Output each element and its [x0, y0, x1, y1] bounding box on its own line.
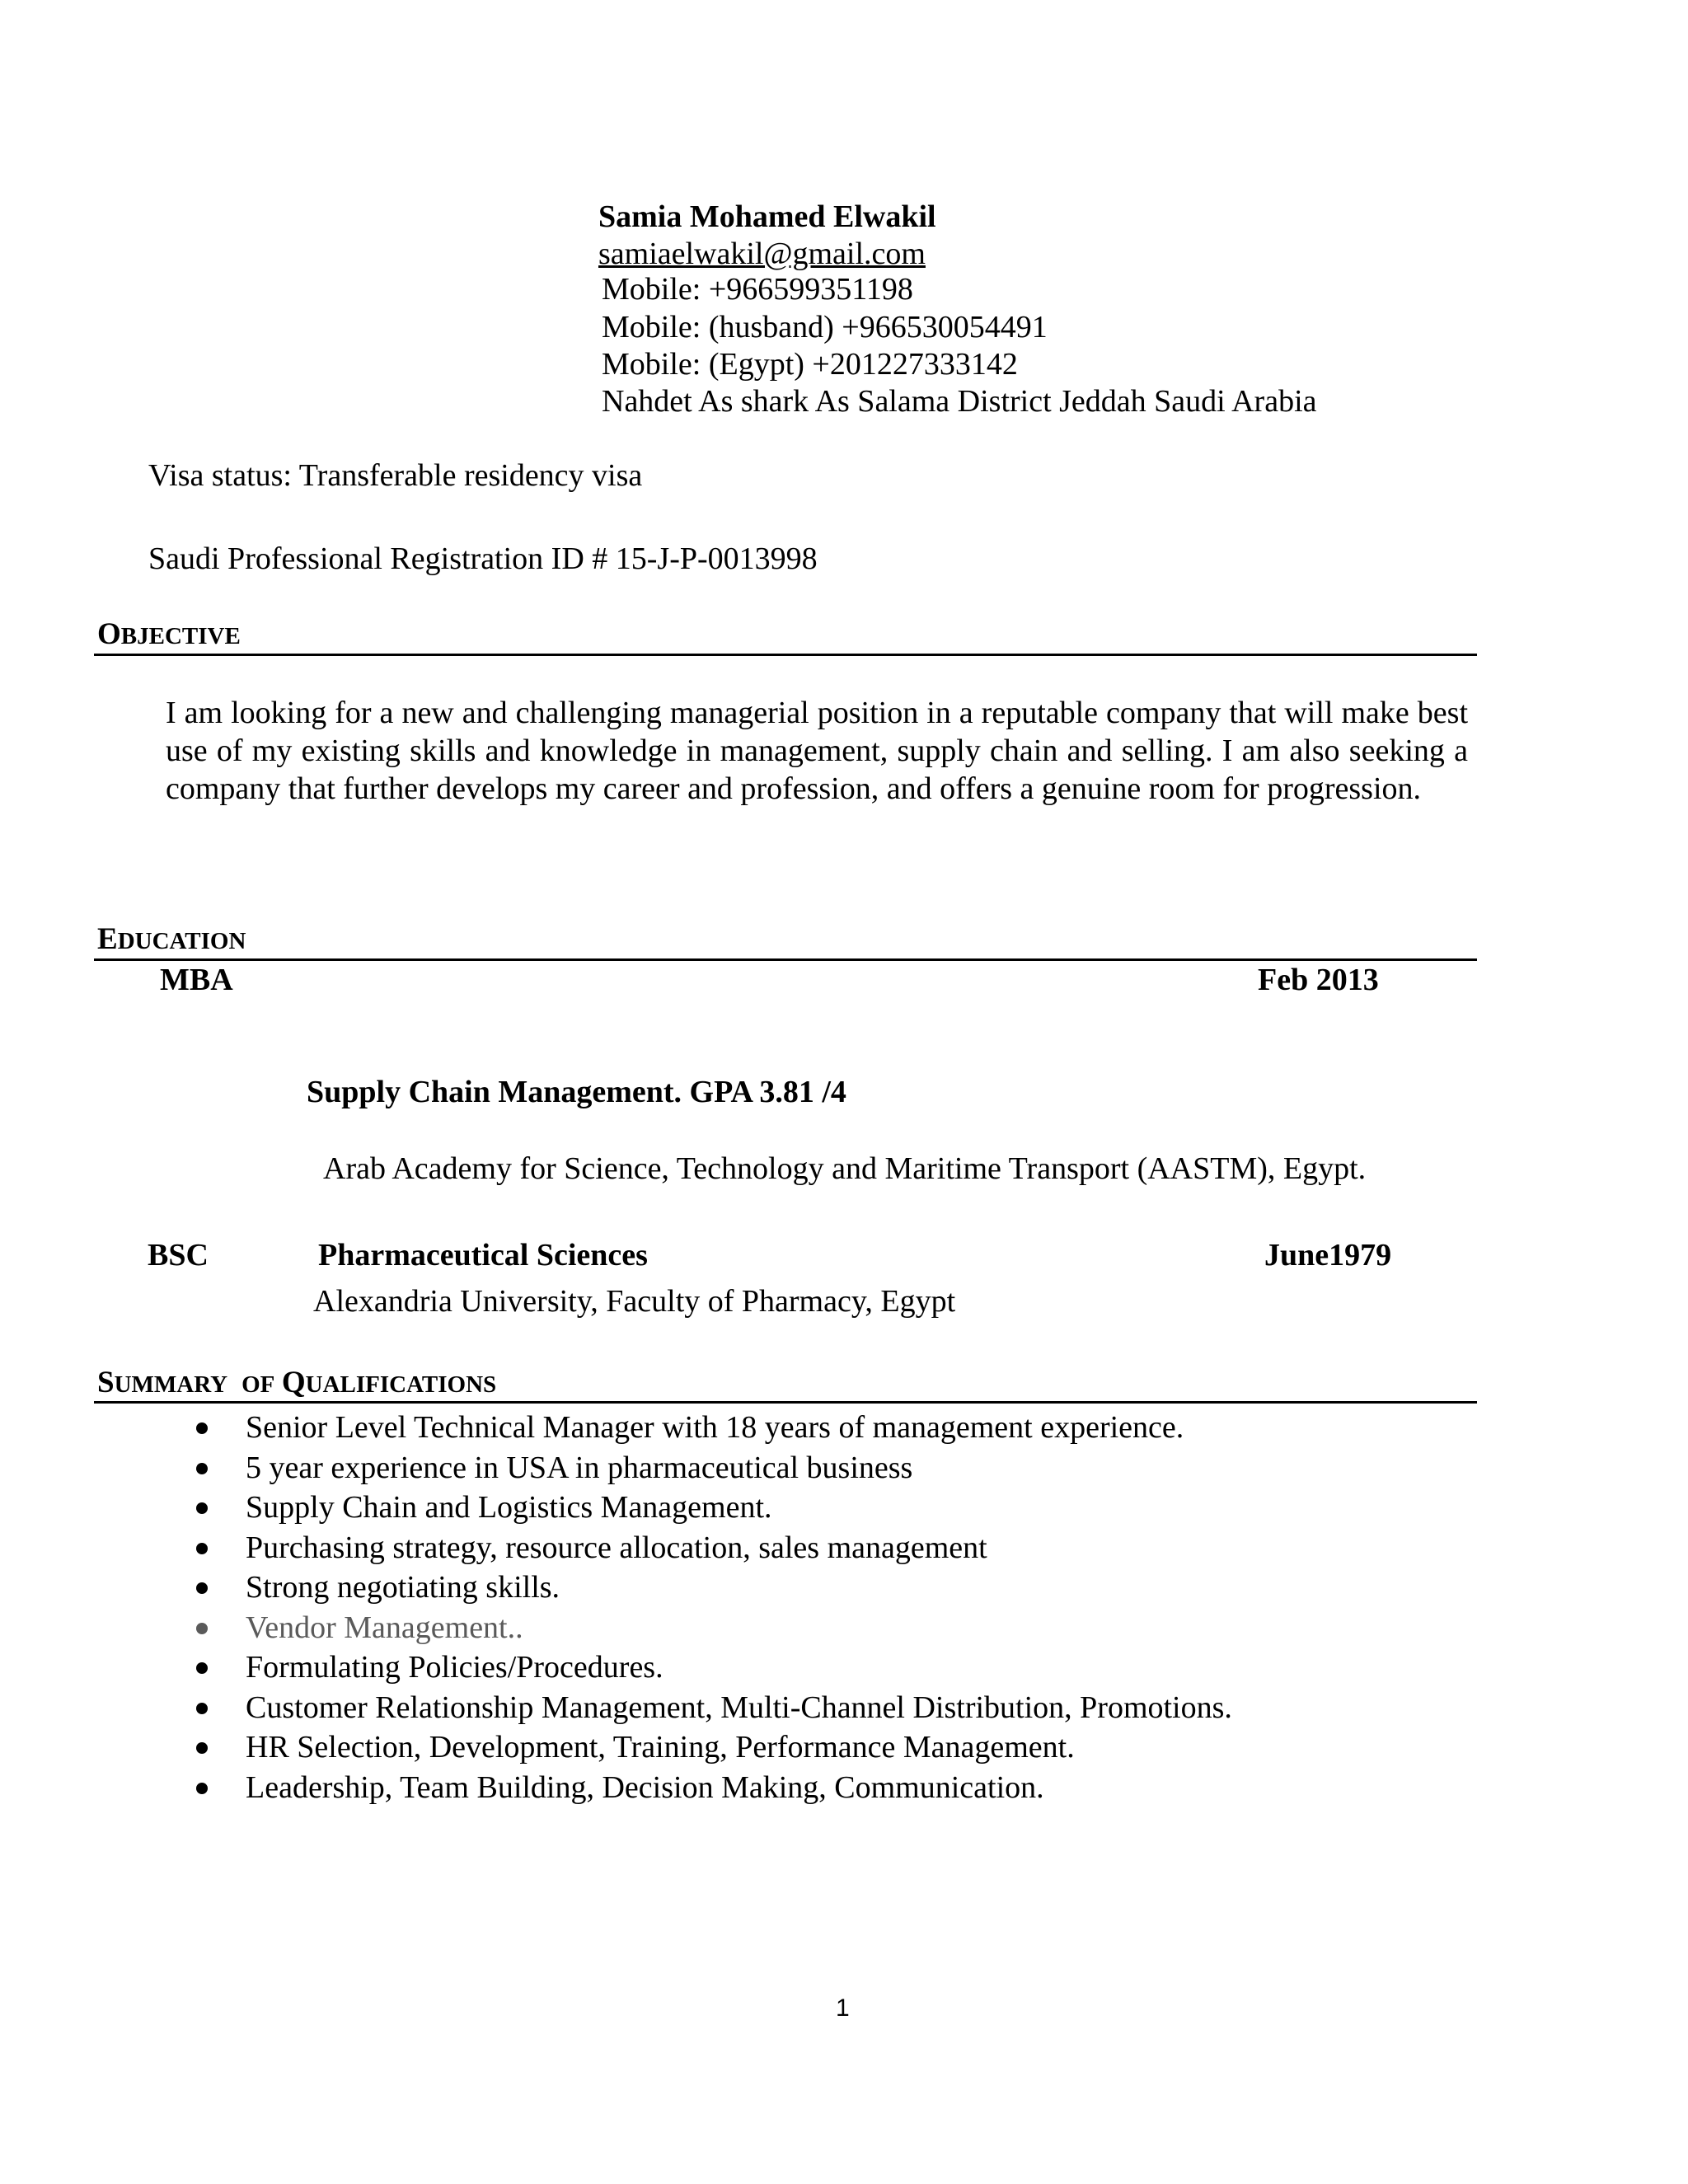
- husband-mobile-number: Mobile: (husband) +966530054491: [602, 310, 1048, 344]
- list-item: Leadership, Team Building, Decision Making, Communication.: [188, 1768, 1232, 1808]
- bullet-icon: [196, 1463, 208, 1474]
- bullet-icon: [196, 1543, 208, 1554]
- bsc-degree: BSC: [148, 1238, 209, 1272]
- list-item: HR Selection, Development, Training, Performance Management.: [188, 1727, 1232, 1768]
- list-item: Customer Relationship Management, Multi-Channel Distribution, Promotions.: [188, 1688, 1232, 1728]
- objective-divider: [94, 654, 1477, 656]
- bullet-icon: [196, 1623, 208, 1634]
- qualifications-heading: SUMMARY OF QUALIFICATIONS: [97, 1366, 497, 1399]
- objective-text: I am looking for a new and challenging managerial position in a reputable company that will make best use of my existing skills and knowledge in management, supply chain and selling. I am also seeking a company that further develops my career and profession, and offers a genuine room for progression.: [166, 696, 1468, 806]
- bullet-icon: [196, 1703, 208, 1714]
- qualifications-divider: [94, 1401, 1477, 1404]
- bullet-icon: [196, 1662, 208, 1674]
- list-item: Purchasing strategy, resource allocation, sales management: [188, 1528, 1232, 1568]
- bullet-icon: [196, 1742, 208, 1754]
- list-item: Vendor Management..: [188, 1608, 1232, 1648]
- objective-paragraph: [166, 694, 1468, 808]
- visa-status: Visa status: Transferable residency visa: [148, 458, 643, 493]
- bullet-icon: [196, 1422, 208, 1434]
- mba-degree: MBA: [160, 963, 233, 997]
- objective-heading: OBJECTIVE: [97, 617, 241, 651]
- email-link[interactable]: samiaelwakil@gmail.com: [598, 237, 926, 271]
- bullet-icon: [196, 1783, 208, 1794]
- bullet-icon: [196, 1502, 208, 1514]
- list-item: Senior Level Technical Manager with 18 years of management experience.: [188, 1408, 1232, 1448]
- bsc-field: Pharmaceutical Sciences: [318, 1238, 648, 1272]
- list-item: Formulating Policies/Procedures.: [188, 1647, 1232, 1688]
- mba-field: Supply Chain Management. GPA 3.81 /4: [307, 1075, 846, 1109]
- mba-date: Feb 2013: [1258, 963, 1379, 997]
- bullet-icon: [196, 1582, 208, 1594]
- mobile-number: Mobile: +966599351198: [602, 272, 913, 307]
- qualifications-list: [188, 1408, 1232, 1807]
- professional-registration: Saudi Professional Registration ID # 15-J-P-0013998: [148, 541, 818, 576]
- education-heading: EDUCATION: [97, 922, 246, 956]
- egypt-mobile-number: Mobile: (Egypt) +201227333142: [602, 347, 1018, 382]
- page-number: 1: [836, 1994, 850, 2022]
- list-item: Supply Chain and Logistics Management.: [188, 1488, 1232, 1528]
- candidate-name: Samia Mohamed Elwakil: [598, 199, 936, 234]
- address: Nahdet As shark As Salama District Jeddah Saudi Arabia: [602, 384, 1317, 419]
- list-item: 5 year experience in USA in pharmaceutical business: [188, 1448, 1232, 1488]
- bsc-school: Alexandria University, Faculty of Pharmacy, Egypt: [313, 1284, 956, 1319]
- mba-school: Arab Academy for Science, Technology and Maritime Transport (AASTM), Egypt.: [323, 1151, 1367, 1186]
- bsc-date: June1979: [1264, 1238, 1392, 1272]
- list-item: Strong negotiating skills.: [188, 1568, 1232, 1608]
